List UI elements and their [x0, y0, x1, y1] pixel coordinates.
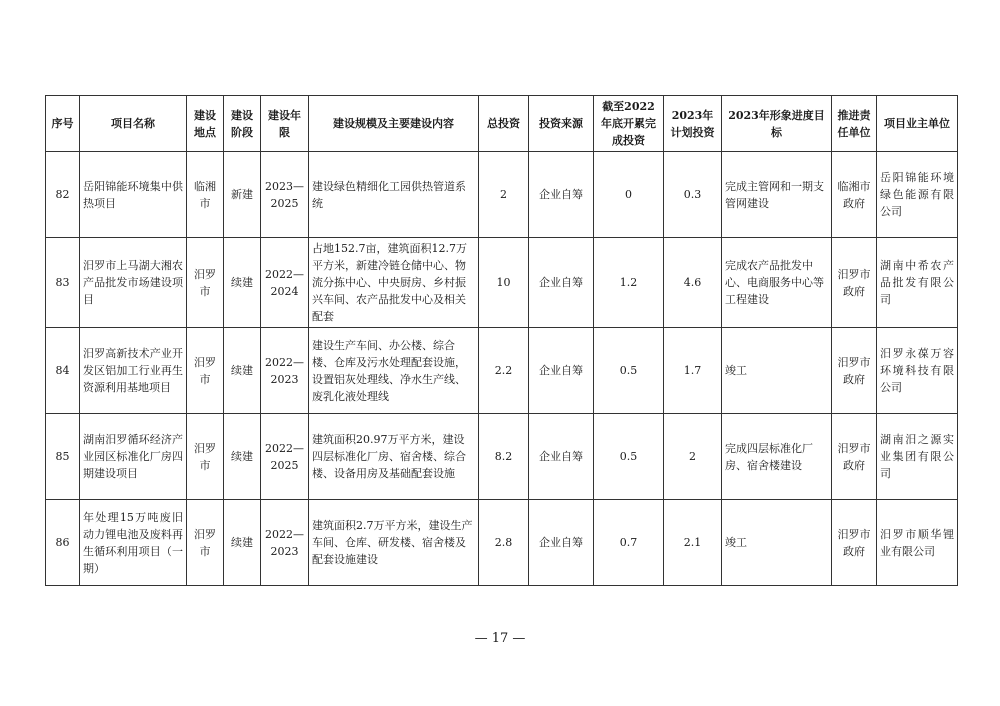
cell-progress-target: 完成主管网和一期支管网建设: [722, 152, 832, 238]
cell-period: 2022—2025: [261, 414, 309, 500]
cell-location: 汨罗市: [187, 238, 224, 328]
cell-cumulative-investment: 0: [594, 152, 664, 238]
page-number: — 17 —: [474, 631, 526, 646]
cell-scale: 建筑面积20.97万平方米，建设四层标准化厂房、宿舍楼、综合楼、设备用房及基础配套设施: [309, 414, 479, 500]
cell-investment-source: 企业自筹: [529, 152, 594, 238]
cell-location: 汨罗市: [187, 414, 224, 500]
cell-seq: 82: [46, 152, 80, 238]
cell-plan-investment: 0.3: [664, 152, 722, 238]
cell-cumulative-investment: 0.5: [594, 328, 664, 414]
cell-project-name: 汨罗市上马湖大湘农产品批发市场建设项目: [80, 238, 187, 328]
cell-stage: 续建: [224, 328, 261, 414]
cell-seq: 86: [46, 500, 80, 586]
table-row: [46, 328, 958, 414]
cell-location: 临湘市: [187, 152, 224, 238]
cell-responsible-unit: 临湘市政府: [832, 152, 877, 238]
cell-plan-investment: 1.7: [664, 328, 722, 414]
cell-investment-source: 企业自筹: [529, 414, 594, 500]
cell-project-name: 岳阳锦能环境集中供热项目: [80, 152, 187, 238]
header-responsible-unit: 推进责任单位: [832, 96, 877, 152]
cell-total-investment: 8.2: [479, 414, 529, 500]
cell-seq: 83: [46, 238, 80, 328]
cell-plan-investment: 4.6: [664, 238, 722, 328]
cell-period: 2022—2024: [261, 238, 309, 328]
header-scale: 建设规模及主要建设内容: [309, 96, 479, 152]
table-row: [46, 500, 958, 586]
header-period: 建设年限: [261, 96, 309, 152]
header-total-investment: 总投资: [479, 96, 529, 152]
cell-seq: 84: [46, 328, 80, 414]
cell-stage: 续建: [224, 500, 261, 586]
cell-stage: 新建: [224, 152, 261, 238]
header-project-name: 项目名称: [80, 96, 187, 152]
cell-responsible-unit: 汨罗市政府: [832, 328, 877, 414]
cell-project-name: 湖南汨罗循环经济产业园区标准化厂房四期建设项目: [80, 414, 187, 500]
cell-location: 汨罗市: [187, 500, 224, 586]
cell-seq: 85: [46, 414, 80, 500]
cell-scale: 建设绿色精细化工园供热管道系统: [309, 152, 479, 238]
cell-investment-source: 企业自筹: [529, 328, 594, 414]
table-row: [46, 414, 958, 500]
cell-period: 2023—2025: [261, 152, 309, 238]
cell-scale: 建设生产车间、办公楼、综合楼、仓库及污水处理配套设施，设置铝灰处理线、净水生产线、废乳化液处理线: [309, 328, 479, 414]
table-header-row: [46, 96, 958, 152]
header-cumulative-investment: 截至2022年底开累完成投资: [594, 96, 664, 152]
table-row: [46, 238, 958, 328]
header-investment-source: 投资来源: [529, 96, 594, 152]
project-table: [45, 95, 958, 586]
cell-cumulative-investment: 0.7: [594, 500, 664, 586]
cell-total-investment: 2.2: [479, 328, 529, 414]
cell-plan-investment: 2.1: [664, 500, 722, 586]
cell-total-investment: 2: [479, 152, 529, 238]
cell-project-name: 汨罗高新技术产业开发区铝加工行业再生资源利用基地项目: [80, 328, 187, 414]
cell-owner-unit: 湖南中希农产品批发有限公司: [877, 238, 958, 328]
cell-project-name: 年处理15万吨废旧动力锂电池及废料再生循环利用项目（一期）: [80, 500, 187, 586]
cell-total-investment: 2.8: [479, 500, 529, 586]
cell-period: 2022—2023: [261, 328, 309, 414]
header-owner-unit: 项目业主单位: [877, 96, 958, 152]
cell-responsible-unit: 汨罗市政府: [832, 414, 877, 500]
cell-plan-investment: 2: [664, 414, 722, 500]
cell-cumulative-investment: 0.5: [594, 414, 664, 500]
header-progress-target: 2023年形象进度目标: [722, 96, 832, 152]
table-row: [46, 152, 958, 238]
cell-owner-unit: 岳阳锦能环境绿色能源有限公司: [877, 152, 958, 238]
cell-total-investment: 10: [479, 238, 529, 328]
cell-location: 汨罗市: [187, 328, 224, 414]
header-seq: 序号: [46, 96, 80, 152]
header-location: 建设地点: [187, 96, 224, 152]
cell-progress-target: 竣工: [722, 500, 832, 586]
cell-responsible-unit: 汨罗市政府: [832, 500, 877, 586]
cell-investment-source: 企业自筹: [529, 238, 594, 328]
cell-responsible-unit: 汨罗市政府: [832, 238, 877, 328]
cell-owner-unit: 汨罗永葆万容环境科技有限公司: [877, 328, 958, 414]
cell-progress-target: 完成农产品批发中心、电商服务中心等工程建设: [722, 238, 832, 328]
cell-scale: 占地152.7亩，建筑面积12.7万平方米，新建冷链仓储中心、物流分拣中心、中央厨房、乡村振兴车间、农产品批发中心及相关配套: [309, 238, 479, 328]
cell-investment-source: 企业自筹: [529, 500, 594, 586]
cell-progress-target: 竣工: [722, 328, 832, 414]
cell-scale: 建筑面积2.7万平方米，建设生产车间、仓库、研发楼、宿舍楼及配套设施建设: [309, 500, 479, 586]
cell-progress-target: 完成四层标准化厂房、宿舍楼建设: [722, 414, 832, 500]
cell-owner-unit: 湖南汨之源实业集团有限公司: [877, 414, 958, 500]
cell-owner-unit: 汨罗市顺华锂业有限公司: [877, 500, 958, 586]
cell-stage: 续建: [224, 238, 261, 328]
cell-stage: 续建: [224, 414, 261, 500]
cell-cumulative-investment: 1.2: [594, 238, 664, 328]
header-plan-investment: 2023年计划投资: [664, 96, 722, 152]
header-stage: 建设阶段: [224, 96, 261, 152]
cell-period: 2022—2023: [261, 500, 309, 586]
